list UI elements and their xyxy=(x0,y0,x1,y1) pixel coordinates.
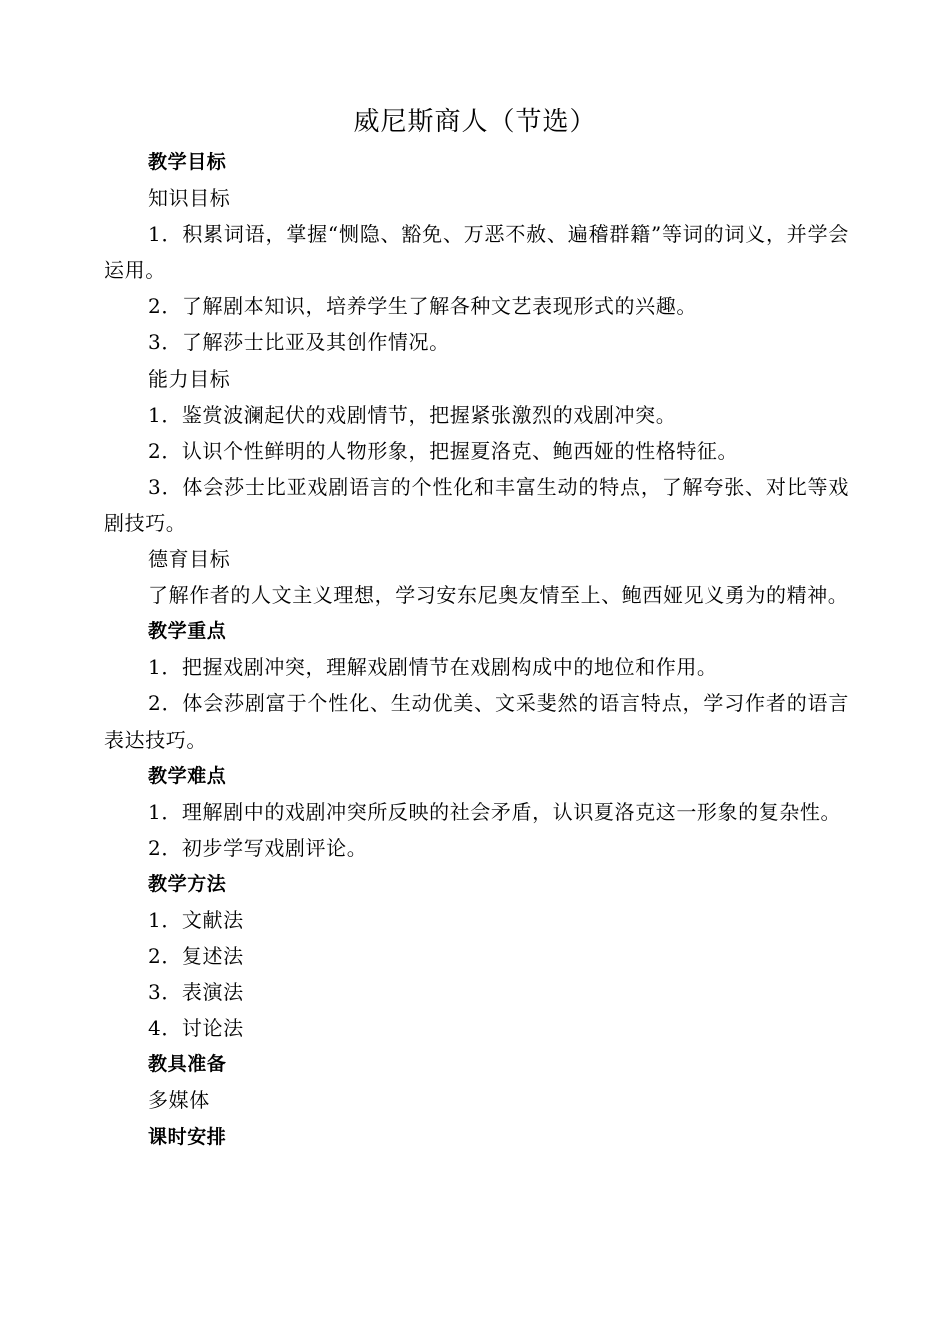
ability-item: 3．体会莎士比亚戏剧语言的个性化和丰富生动的特点，了解夸张、对比等戏剧技巧。 xyxy=(104,474,849,535)
moral-text: 了解作者的人文主义理想，学习安东尼奥友情至上、鲍西娅见义勇为的精神。 xyxy=(148,583,849,608)
key-point-item: 2．体会莎剧富于个性化、生动优美、文采斐然的语言特点，学习作者的语言表达技巧。 xyxy=(104,691,849,752)
difficulty-item: 1．理解剧中的戏剧冲突所反映的社会矛盾，认识夏洛克这一形象的复杂性。 xyxy=(148,799,842,824)
key-point-item: 1．把握戏剧冲突，理解戏剧情节在戏剧构成中的地位和作用。 xyxy=(148,655,718,680)
tools-text: 多媒体 xyxy=(148,1088,210,1113)
heading-methods: 教学方法 xyxy=(148,872,227,895)
label-moral-objectives: 德育目标 xyxy=(148,547,231,572)
knowledge-item: 1．积累词语，掌握“恻隐、豁免、万恶不赦、遍稽群籍”等词的词义，并学会运用。 xyxy=(104,222,849,283)
ability-item: 2．认识个性鲜明的人物形象，把握夏洛克、鲍西娅的性格特征。 xyxy=(148,438,739,463)
ability-item: 1．鉴赏波澜起伏的戏剧情节，把握紧张激烈的戏剧冲突。 xyxy=(148,402,677,427)
label-ability-objectives: 能力目标 xyxy=(148,366,231,391)
knowledge-item: 2．了解剧本知识，培养学生了解各种文艺表现形式的兴趣。 xyxy=(148,294,697,319)
label-knowledge-objectives: 知识目标 xyxy=(148,186,231,211)
difficulty-item: 2．初步学写戏剧评论。 xyxy=(148,835,368,860)
method-item: 2．复述法 xyxy=(148,944,244,969)
knowledge-item: 3．了解莎士比亚及其创作情况。 xyxy=(148,330,450,355)
heading-schedule: 课时安排 xyxy=(148,1125,227,1148)
heading-teaching-objectives: 教学目标 xyxy=(148,151,227,173)
document-body xyxy=(104,144,849,1155)
method-item: 3．表演法 xyxy=(148,980,244,1005)
method-item: 4．讨论法 xyxy=(148,1016,244,1041)
document-title: 威尼斯商人（节选） xyxy=(353,107,597,137)
heading-key-points: 教学重点 xyxy=(148,620,227,643)
method-item: 1．文献法 xyxy=(148,907,244,932)
heading-tools: 教具准备 xyxy=(148,1053,227,1076)
heading-difficulties: 教学难点 xyxy=(148,764,227,787)
